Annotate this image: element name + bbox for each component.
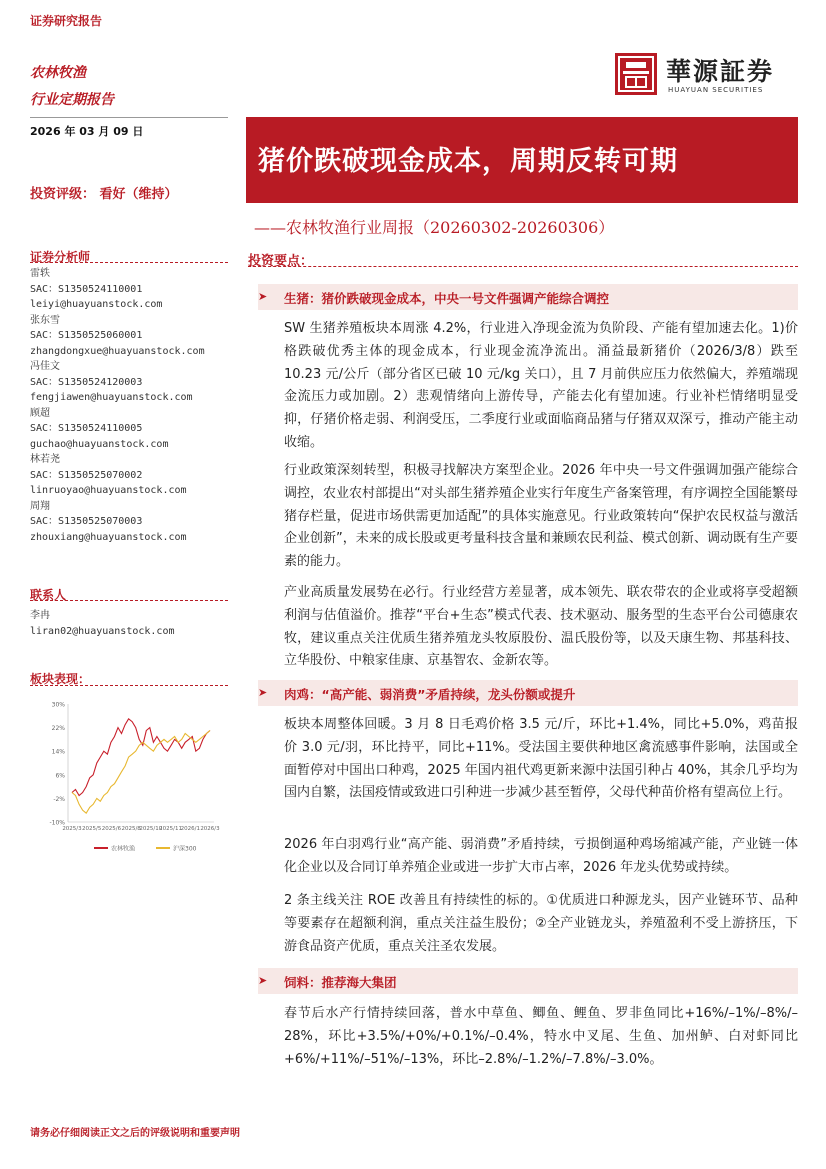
investment-rating: 投资评级： 看好（维持） xyxy=(30,187,178,202)
y-tick-label: 30% xyxy=(51,701,65,709)
analyst-line: 冯佳文 xyxy=(30,361,60,372)
logo-name-en: HUAYUAN SECURITIES xyxy=(668,86,764,94)
analyst-line: SAC：S1350525060001 xyxy=(30,330,143,341)
contact-heading: 联系人 xyxy=(30,588,67,602)
analyst-line[interactable]: leiyi@huayuanstock.com xyxy=(30,299,163,310)
company-logo xyxy=(614,52,790,100)
section-paragraph: SW 生猪养殖板块本周涨 4.2%，行业进入净现金流为负阶段、产能有望加速去化。1)价格跌破优秀主体的现金成本，行业现金流净流出。涌益最新猪价（2026/3/8）跌至 10.23 元/公斤（部分省区已破 10 元/kg 关口），且 7 月前供应压力依然偏大，养殖端现金流压力或加剧。2）悲观情绪向上游传导，产能去化有望加速。行业补栏情绪明显受抑，仔猪价格走弱、利润受压，二季度行业或面临商品猪与仔猪双双深亏，推动产能主动收缩。 xyxy=(284,321,798,450)
x-tick-label: 2025/10 xyxy=(139,826,163,832)
analyst-line[interactable]: zhouxiang@huayuanstock.com xyxy=(30,531,187,543)
contact-info xyxy=(30,608,175,640)
divider xyxy=(30,262,228,263)
section-heading: 肉鸡：“高产能、弱消费”矛盾持续，龙头份额或提升 xyxy=(284,687,576,702)
analyst-line[interactable]: guchao@huayuanstock.com xyxy=(30,438,169,450)
arrow-bullet-icon: ➤ xyxy=(258,686,268,699)
analyst-line: SAC：S1350525070002 xyxy=(30,469,143,481)
analyst-line: SAC：S1350524110005 xyxy=(30,423,143,434)
report-title: 猪价跌破现金成本，周期反转可期 xyxy=(258,146,678,177)
performance-heading: 板块表现： xyxy=(30,672,91,686)
sector-performance-chart xyxy=(44,698,220,860)
section-heading-row xyxy=(258,680,798,706)
contact-name: 李冉 xyxy=(30,610,50,621)
x-tick-label: 2026/1 xyxy=(180,826,200,832)
series-line-sector xyxy=(72,719,210,796)
y-tick-label: 14% xyxy=(51,748,65,756)
section-paragraph: 行业政策深刻转型，积极寻找解决方案型企业。2026 年中央一号文件强调加强产能综合调控，农业农村部提出“对头部生猪养殖企业实行年度生产备案管理，有序调控全国能繁母猪存栏量，促进市场供需更加适配”的具体实施意见。行业政策转向“保护农民权益与激活企业创新”，未来的成长股或更考量科技含量和兼顾农民利益、模式创新、调动既有生产要素的能力。 xyxy=(284,463,798,570)
analysts-heading: 证券分析师 xyxy=(30,250,91,264)
logo-name-cn: 華源証券 xyxy=(666,57,775,86)
arrow-bullet-icon: ➤ xyxy=(258,290,268,303)
x-tick-label: 2026/3 xyxy=(200,826,220,832)
section-paragraph: 2026 年白羽鸡行业“高产能、弱消费”矛盾持续，亏损倒逼种鸡场缩减产能，产业链一体化企业以及合同订单养殖企业或进一步扩大市占率，2026 年龙头优势或持续。 xyxy=(284,837,798,875)
section-heading: 生猪：猪价跌破现金成本，中央一号文件强调产能综合调控 xyxy=(284,291,610,306)
section-heading-row xyxy=(258,284,798,310)
y-tick-label: -10% xyxy=(49,819,65,827)
analyst-line: 周翔 xyxy=(30,500,50,512)
analyst-line: SAC：S1350525070003 xyxy=(30,516,143,527)
report-type-label: 行业定期报告 xyxy=(30,92,114,108)
x-tick-label: 2025/5 xyxy=(82,826,102,832)
contact-email[interactable]: liran02@huayuanstock.com xyxy=(30,626,175,637)
section-paragraph: 板块本周整体回暖。3 月 8 日毛鸡价格 3.5 元/斤，环比+1.4%，同比+5.0%，鸡苗报价 3.0 元/羽，环比持平，同比+11%。受法国主要供种地区禽流感事件影响，法国或全面暂停对中国出口种鸡，2025 年国内祖代鸡更新来源中法国引种占 40%，其余几乎均为国内自繁，法国疫情或致进口引种进一步减少甚至暂停，父母代种苗价格有望高位上行。 xyxy=(284,717,798,801)
x-tick-label: 2025/6 xyxy=(101,826,122,832)
section-heading: 饲料：推荐海大集团 xyxy=(284,975,397,990)
legend-label: 农林牧渔 xyxy=(111,845,136,853)
x-tick-label: 2025/3 xyxy=(62,826,82,832)
report-date: 2026 年 03 月 09 日 xyxy=(30,125,144,138)
logo-mark-icon xyxy=(614,52,658,96)
y-tick-label: 6% xyxy=(55,772,65,780)
footer-disclaimer: 请务必仔细阅读正文之后的评级说明和重要声明 xyxy=(30,1128,240,1139)
section-paragraph: 产业高质量发展势在必行。行业经营方差显著，成本领先、联农带农的企业或将享受超额利润与估值溢价。推荐“平台+生态”模式代表、技术驱动、服务型的生态平台公司德康农牧，建议重点关注优质生猪养殖龙头牧原股份、温氏股份等，以及天康生物、邦基科技、立华股份、中粮家佳康、京基智农、金新农等。 xyxy=(284,585,798,669)
document-type-label: 证券研究报告 xyxy=(30,14,103,28)
analyst-line: SAC：S1350524120003 xyxy=(30,376,143,388)
analyst-list xyxy=(30,266,230,545)
industry-label: 农林牧渔 xyxy=(30,65,86,81)
section-paragraph: 春节后水产行情持续回落，普水中草鱼、鲫鱼、鲤鱼、罗非鱼同比+16%/–1%/–8%/–28%，环比+3.5%/+0%/+0.1%/–0.4%，特水中叉尾、生鱼、加州鲈、白对虾同比+6%/+11%/–51%/–13%，环比–2.8%/–1.2%/–7.8%/–3.0%。 xyxy=(284,1006,798,1067)
x-tick-label: 2025/8 xyxy=(121,826,141,832)
analyst-line: 张东雪 xyxy=(30,314,60,326)
y-tick-label: -2% xyxy=(53,795,65,803)
summary-heading: 投资要点： xyxy=(248,254,314,269)
y-tick-label: 22% xyxy=(51,725,65,733)
analyst-line[interactable]: fengjiawen@huayuanstock.com xyxy=(30,392,193,403)
section-paragraph: 2 条主线关注 ROE 改善且有持续性的标的。①优质进口种源龙头，因产业链环节、品种等要素存在超额利润，重点关注益生股份；②全产业链龙头，养殖盈利不受上游挤压，下游食品资产优质，重点关注圣农发展。 xyxy=(284,893,798,954)
divider xyxy=(248,266,798,267)
analyst-line: 顾超 xyxy=(30,407,50,419)
legend-label: 沪深300 xyxy=(173,845,197,853)
section-heading-row xyxy=(258,968,798,994)
divider xyxy=(30,600,228,601)
analyst-line: SAC：S1350524110001 xyxy=(30,283,143,295)
analyst-line: 林若尧 xyxy=(30,454,60,465)
analyst-line[interactable]: zhangdongxue@huayuanstock.com xyxy=(30,345,205,357)
title-banner xyxy=(246,117,798,203)
x-tick-label: 2025/11 xyxy=(159,826,183,832)
arrow-bullet-icon: ➤ xyxy=(258,974,268,987)
divider xyxy=(30,685,228,686)
analyst-line[interactable]: linruoyao@huayuanstock.com xyxy=(30,485,187,496)
divider xyxy=(30,117,228,118)
analyst-line: 雷轶 xyxy=(30,268,50,279)
report-subtitle: ——农林牧渔行业周报（20260302-20260306） xyxy=(254,218,615,237)
